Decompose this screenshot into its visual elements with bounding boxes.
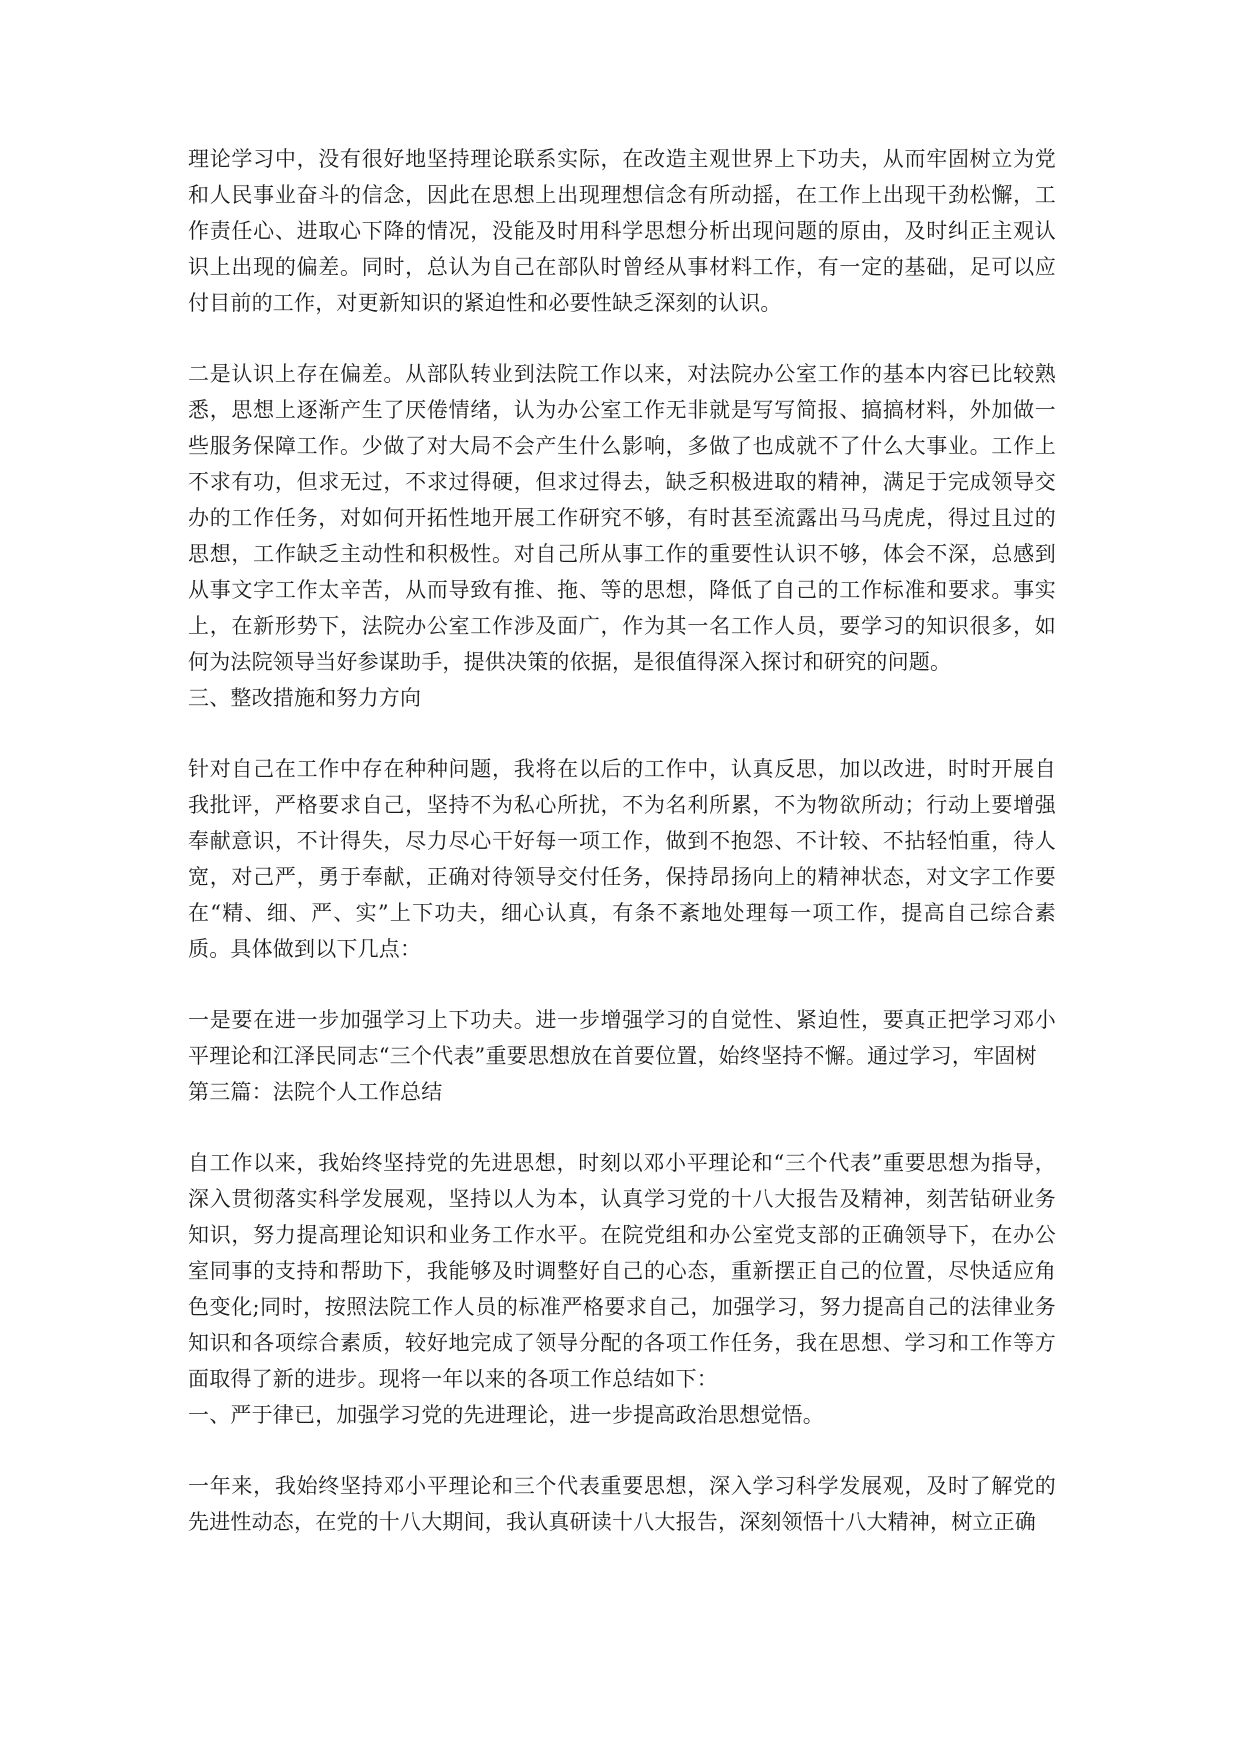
section-heading-rectification: 三、整改措施和努力方向	[188, 686, 422, 710]
section-heading-self-discipline: 一、严于律已，加强学习党的先进理论，进一步提高政治思想觉悟。	[188, 1403, 824, 1427]
article-title-third: 第三篇：法院个人工作总结	[188, 1080, 443, 1104]
paragraph-year-review: 一年来，我始终坚持邓小平理论和三个代表重要思想，深入学习科学发展观，及时了解党的先进性动态，在党的十八大期间，我认真研读十八大报告，深刻领悟十八大精神，树立正确	[188, 1474, 1056, 1534]
paragraph-strengthen-study: 一是要在进一步加强学习上下功夫。进一步增强学习的自觉性、紧迫性，要真正把学习邓小平理论和江泽民同志“三个代表”重要思想放在首要位置，始终坚持不懈。通过学习，牢固树	[188, 1008, 1056, 1068]
paragraph-work-summary-intro: 自工作以来，我始终坚持党的先进思想，时刻以邓小平理论和“三个代表”重要思想为指导，深入贯彻落实科学发展观，坚持以人为本，认真学习党的十八大报告及精神，刻苦钻研业务知识，努力提高理论知识和业务工作水平。在院党组和办公室党支部的正确领导下，在办公室同事的支持和帮助下，我能够及时调整好自己的心态，重新摆正自己的位置，尽快适应角色变化;同时，按照法院工作人员的标准严格要求自己，加强学习，努力提高自己的法律业务知识和各项综合素质，较好地完成了领导分配的各项工作任务，我在思想、学习和工作等方面取得了新的进步。现将一年以来的各项工作总结如下：	[188, 1151, 1056, 1391]
paragraph-rectification-measures: 针对自己在工作中存在种种问题，我将在以后的工作中，认真反思，加以改进，时时开展自我批评，严格要求自己，坚持不为私心所扰，不为名利所累，不为物欲所动；行动上要增强奉献意识，不计得失，尽力尽心干好每一项工作，做到不抱怨、不计较、不拈轻怕重，待人宽，对己严，勇于奉献，正确对待领导交付任务，保持昂扬向上的精神状态，对文字工作要在“精、细、严、实”上下功夫，细心认真，有条不紊地处理每一项工作，提高自己综合素质。具体做到以下几点：	[188, 757, 1056, 961]
paragraph-cognitive-bias: 二是认识上存在偏差。从部队转业到法院工作以来，对法院办公室工作的基本内容已比较熟悉，思想上逐渐产生了厌倦情绪，认为办公室工作无非就是写写简报、搞搞材料，外加做一些服务保障工作。少做了对大局不会产生什么影响，多做了也成就不了什么大事业。工作上不求有功，但求无过，不求过得硬，但求过得去，缺乏积极进取的精神，满足于完成领导交办的工作任务，对如何开拓性地开展工作研究不够，有时甚至流露出马马虎虎，得过且过的思想，工作缺乏主动性和积极性。对自己所从事工作的重要性认识不够，体会不深，总感到从事文字工作太辛苦，从而导致有推、拖、等的思想，降低了自己的工作标准和要求。事实上，在新形势下，法院办公室工作涉及面广，作为其一名工作人员，要学习的知识很多，如何为法院领导当好参谋助手，提供决策的依据，是很值得深入探讨和研究的问题。	[188, 362, 1056, 674]
document-body	[188, 141, 1056, 1540]
paragraph-theory-study: 理论学习中，没有很好地坚持理论联系实际，在改造主观世界上下功夫，从而牢固树立为党和人民事业奋斗的信念，因此在思想上出现理想信念有所动摇，在工作上出现干劲松懈，工作责任心、进取心下降的情况，没能及时用科学思想分析出现问题的原由，及时纠正主观认识上出现的偏差。同时，总认为自己在部队时曾经从事材料工作，有一定的基础，足可以应付目前的工作，对更新知识的紧迫性和必要性缺乏深刻的认识。	[188, 147, 1056, 315]
